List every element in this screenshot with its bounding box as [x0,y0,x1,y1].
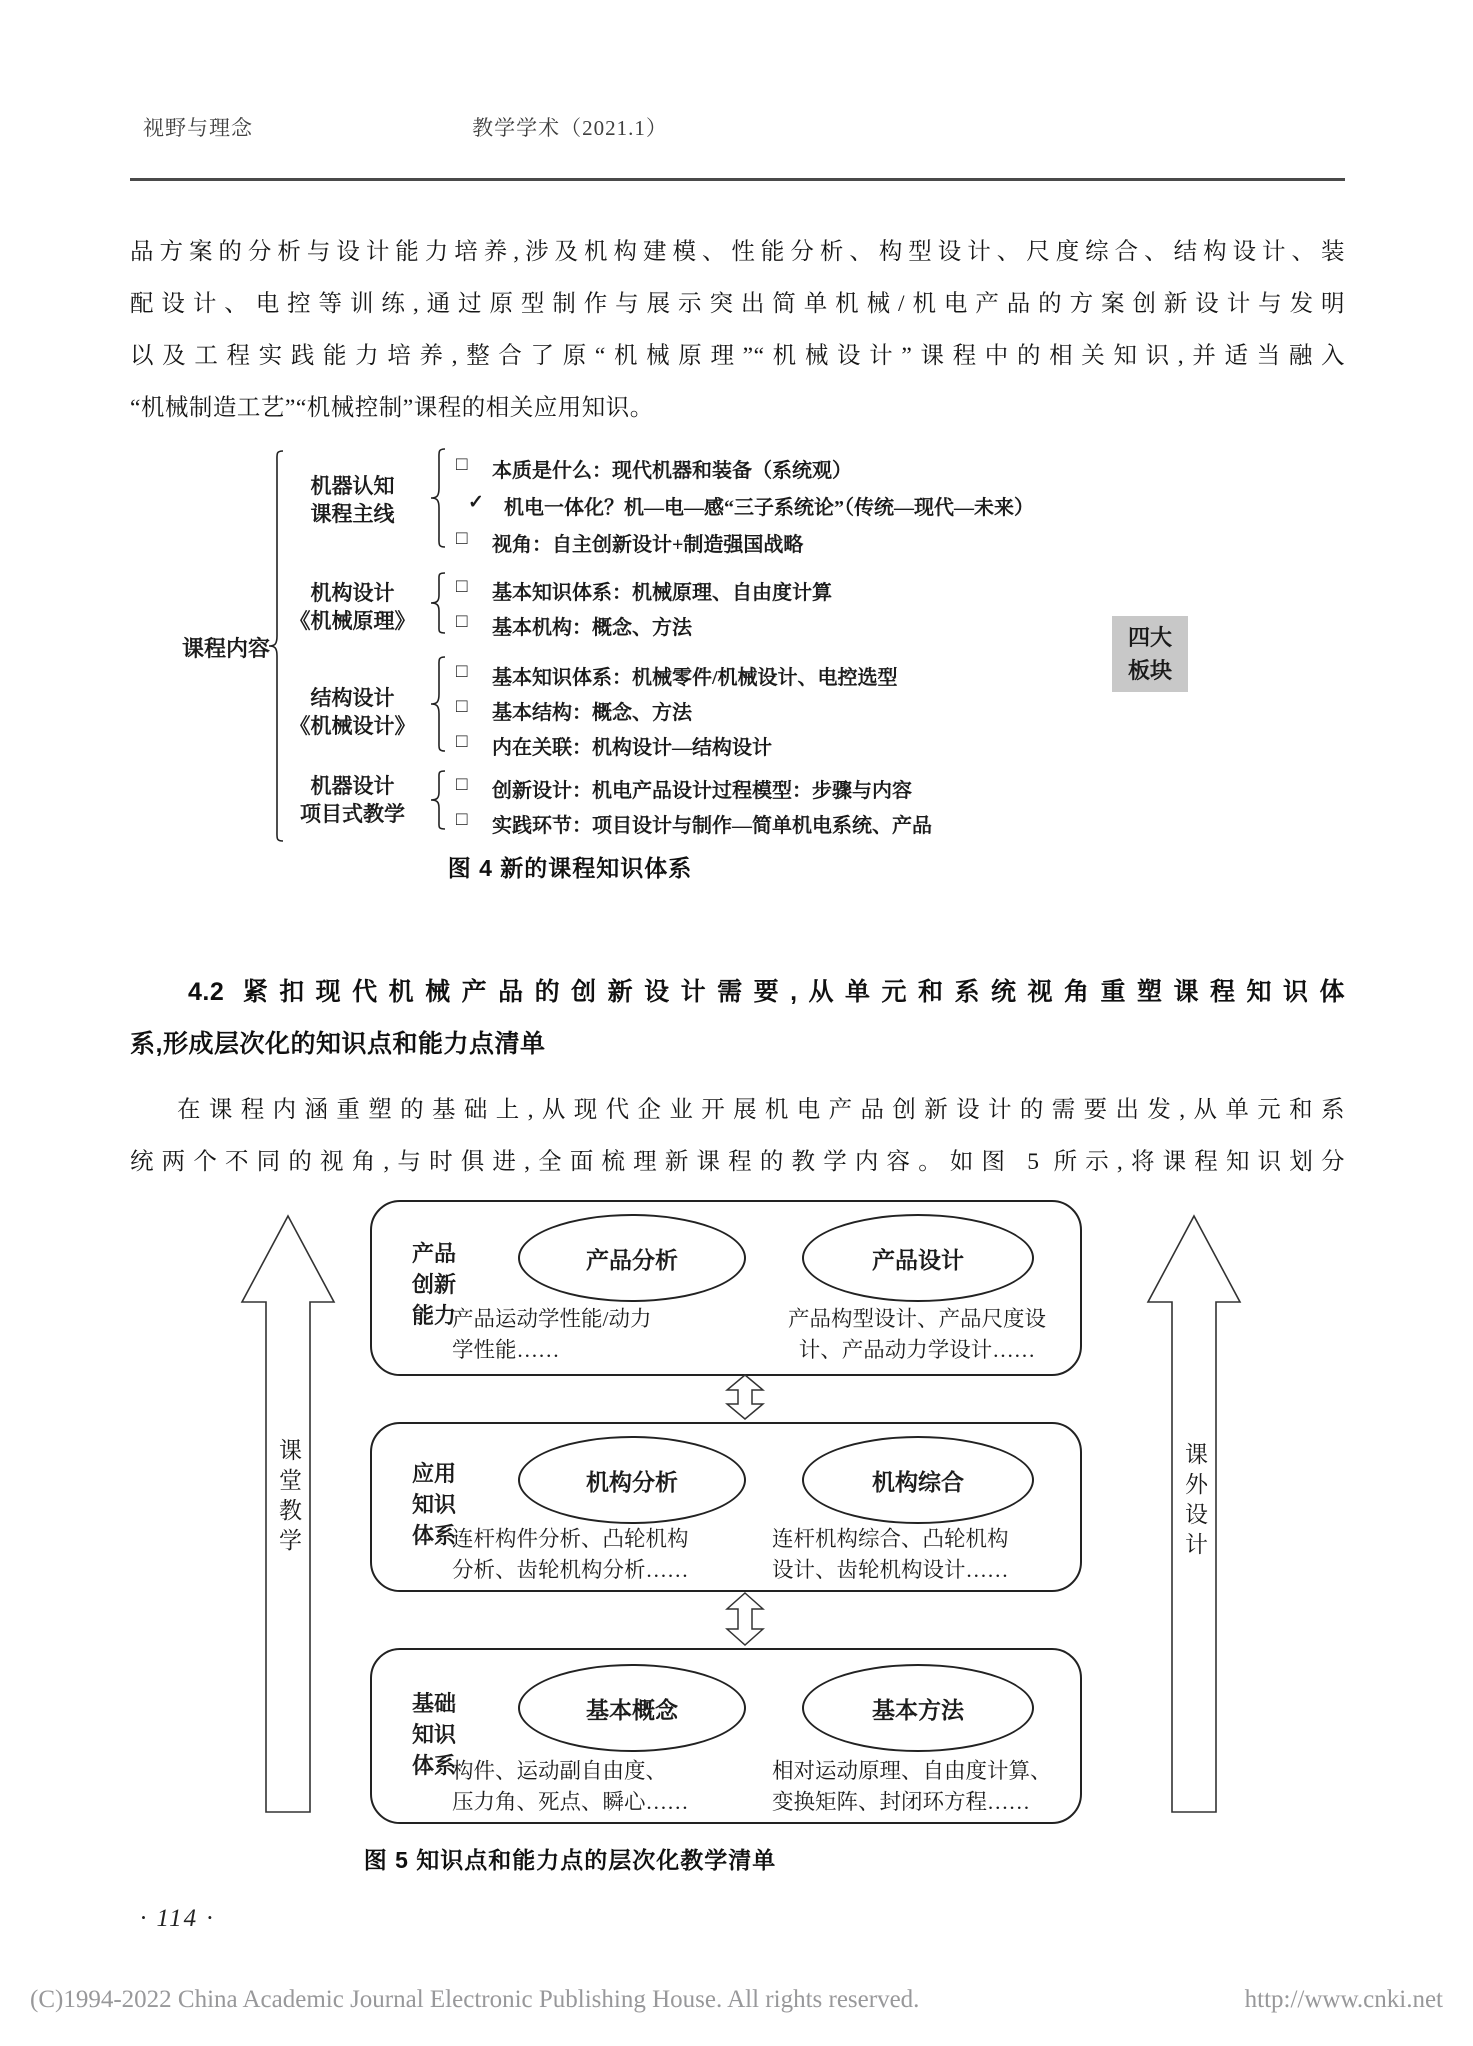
figure5-layer-label-line: 应用 [412,1461,457,1486]
figure5-desc [772,1524,1009,1586]
figure5-desc [452,1756,689,1818]
figure5-desc-line: 产品运动学性能/动力 [452,1307,652,1331]
figure5-desc-line: 连杆机构综合、凸轮机构 [772,1527,1009,1551]
checkbox-icon: □ [456,696,468,717]
figure5-layer-label-line: 创新 [412,1272,457,1297]
figure5-desc [772,1756,1052,1818]
figure5-ellipse [802,1214,1034,1302]
figure4-side-box-line: 四大 [1127,625,1172,650]
check-icon: ✓ [468,492,484,513]
figure5-right-arrow-label: 课外设计 [1182,1442,1207,1562]
figure4-group-label-line: 机器设计 [310,774,395,798]
figure5-desc-line: 连杆构件分析、凸轮机构 [452,1527,689,1551]
figure5-layer-label-line: 知识 [412,1722,457,1747]
figure4-item [456,731,772,760]
section-heading-line: 系,形成层次化的知识点和能力点清单 [130,1030,546,1058]
figure5-ellipse-title: 基本方法 [872,1697,964,1723]
figure4-group-label-line: 《机械原理》 [289,609,416,633]
figure5-ellipse [802,1664,1034,1752]
figure4-item [456,528,803,557]
checkbox-icon: □ [456,454,468,475]
figure5-layer-box [370,1200,1082,1376]
figure4-group-label [275,772,430,828]
figure4-side-box [1112,616,1188,692]
figure5-layer-label [412,1688,456,1781]
figure5-desc-line: 学性能…… [452,1338,560,1362]
figure5-layer-box [370,1648,1082,1824]
figure5-layer-label [412,1458,456,1551]
figure5-caption: 图 5 知识点和能力点的层次化教学清单 [363,1847,777,1873]
figure5-ellipse-title: 基本概念 [586,1697,678,1723]
figure4-root-label: 课程内容 [182,636,271,661]
footer-copyright: (C)1994-2022 China Academic Journal Electronic Publishing House. All rights reserved. [30,1986,920,2013]
figure5-layer-label-line: 体系 [412,1523,457,1548]
paragraph-line: 在课程内涵重塑的基础上,从现代企业开展机电产品创新设计的需要出发,从单元和系 [177,1097,1345,1123]
figure4-item-text: 视角：自主创新设计+制造强国战略 [492,534,804,556]
figure4-item-text: 基本结构：概念、方法 [492,702,692,724]
checkbox-icon: □ [456,611,468,632]
figure4-group-brace [430,770,446,830]
figure5-ellipse-title: 产品设计 [872,1247,964,1273]
double-arrow-icon [725,1592,765,1646]
figure4-item [456,696,692,725]
figure5-layer-label [412,1238,456,1331]
header-rule [130,178,1345,181]
figure5-desc-line: 设计、齿轮机构设计…… [772,1558,1009,1582]
figure5-layer-label-line: 能力 [412,1303,457,1328]
section-heading-line: 4.2 紧扣现代机械产品的创新设计需要,从单元和系统视角重塑课程知识体 [188,978,1345,1006]
checkbox-icon: □ [456,731,468,752]
figure5-desc-line: 相对运动原理、自由度计算、 [772,1759,1052,1783]
paragraph-line: 以及工程实践能力培养,整合了原“机械原理”“机械设计”课程中的相关知识,并适当融入 [130,343,1345,369]
figure4-item [456,611,692,640]
figure4-item [456,661,898,690]
paragraph-line: 品方案的分析与设计能力培养,涉及机构建模、性能分析、构型设计、尺度综合、结构设计、装 [130,239,1345,265]
figure4-item-text: 内在关联：机构设计—结构设计 [492,737,772,759]
figure4-group-label-line: 结构设计 [310,686,395,710]
figure5-ellipse-title: 机构分析 [586,1469,678,1495]
checkbox-icon: □ [456,774,468,795]
figure4-item [468,491,1034,520]
figure5-desc [452,1524,689,1586]
figure4-item-text: 本质是什么：现代机器和装备（系统观） [492,460,852,482]
figure4-item [456,454,852,483]
figure5-desc-line: 变换矩阵、封闭环方程…… [772,1790,1031,1814]
figure4-side-box-line: 板块 [1127,658,1172,683]
figure4-group-label [275,684,430,740]
figure5-layer-label-line: 产品 [412,1241,457,1266]
figure4-group-label-line: 项目式教学 [300,802,405,826]
paragraph-line: 配设计、电控等训练,通过原型制作与展示突出简单机械/机电产品的方案创新设计与发明 [130,291,1345,317]
figure4-item-text: 基本知识体系：机械零件/机械设计、电控选型 [492,667,898,689]
figure4-item [456,774,912,803]
figure4-caption: 图 4 新的课程知识体系 [447,855,693,881]
figure5-desc-line: 构件、运动副自由度、 [452,1759,668,1783]
checkbox-icon: □ [456,528,468,549]
figure5-desc [767,1304,1067,1366]
figure4-group-brace [430,656,446,752]
figure4-group-brace [430,448,446,548]
figure5-layer-label-line: 知识 [412,1492,457,1517]
checkbox-icon: □ [456,576,468,597]
paragraph-line: “机械制造工艺”“机械控制”课程的相关应用知识。 [130,395,654,421]
figure5-desc-line: 分析、齿轮机构分析…… [452,1558,689,1582]
checkbox-icon: □ [456,661,468,682]
figure4-group-label-line: 课程主线 [310,502,395,526]
figure5-ellipse-title: 产品分析 [586,1247,678,1273]
figure5-desc [452,1304,651,1366]
figure5-desc-line: 产品构型设计、产品尺度设 [787,1307,1046,1331]
figure4-item-text: 实践环节：项目设计与制作—简单机电系统、产品 [492,815,932,837]
figure4-item-text: 创新设计：机电产品设计过程模型：步骤与内容 [492,780,912,802]
figure5-layer-box [370,1422,1082,1592]
running-head-center: 教学学术（2021.1） [472,116,668,140]
figure5-ellipse [518,1436,746,1524]
paragraph-line: 统两个不同的视角,与时俱进,全面梳理新课程的教学内容。如图 5 所示,将课程知识划分 [130,1149,1345,1175]
figure4-group-label [275,472,430,528]
figure4-item-text: 机电一体化？机—电—感“三子系统论”（传统—现代—未来） [504,497,1034,519]
figure4-item-text: 基本知识体系：机械原理、自由度计算 [492,582,832,604]
figure4-item [456,809,932,838]
figure4-group-label [275,579,430,635]
figure5-desc-line: 计、产品动力学设计…… [798,1338,1036,1362]
figure5-ellipse [802,1436,1034,1524]
figure4-group-label-line: 《机械设计》 [289,714,416,738]
footer-url: http://www.cnki.net [1244,1986,1443,2013]
figure4-item-text: 基本机构：概念、方法 [492,617,692,639]
page-number: · 114 · [140,1905,215,1932]
footer [30,1986,1443,2014]
running-head-left: 视野与理念 [143,116,253,140]
checkbox-icon: □ [456,809,468,830]
figure4-item [456,576,832,605]
figure4-group-brace [430,572,446,634]
figure4-group-label-line: 机器认知 [310,474,395,498]
figure5-ellipse [518,1214,746,1302]
figure5-ellipse-title: 机构综合 [872,1469,964,1495]
figure4-group-label-line: 机构设计 [310,581,395,605]
figure5-layer-label-line: 基础 [412,1691,457,1716]
figure5-left-arrow-label: 课堂教学 [276,1438,301,1558]
figure5-layer-label-line: 体系 [412,1753,457,1778]
double-arrow-icon [725,1374,765,1420]
figure5-desc-line: 压力角、死点、瞬心…… [452,1790,689,1814]
figure5-ellipse [518,1664,746,1752]
